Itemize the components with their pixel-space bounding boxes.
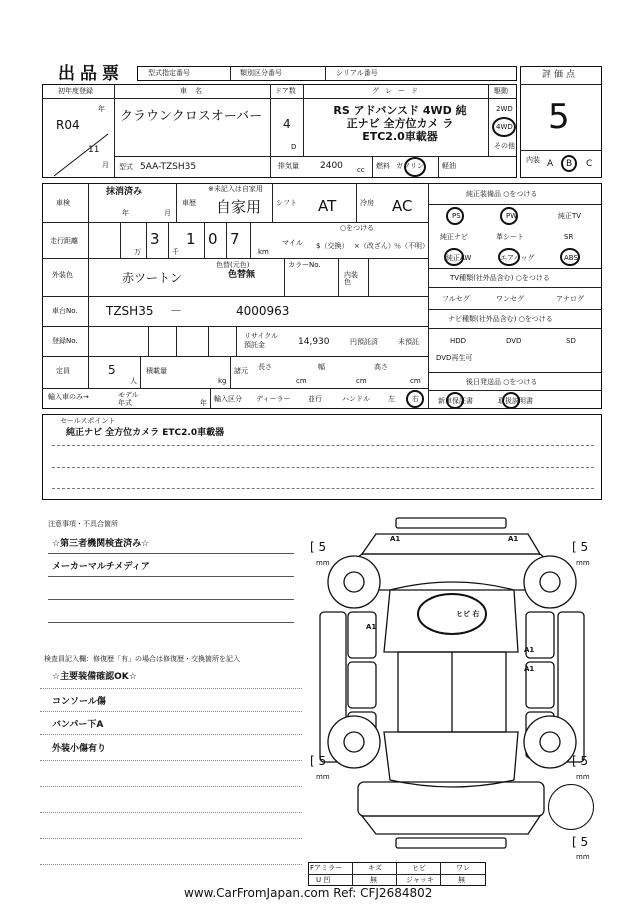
note-line-2: メーカーマルチメディア [52,562,150,572]
inspection-year-unit: 年 [122,209,129,217]
exterior-label: 外装色 [52,271,73,279]
interior-opt-b: B [566,159,573,169]
legend-r1: U 凹 [316,876,331,884]
inspection-value: 抹消済み [106,187,143,197]
interior-opt-c: C [586,159,593,169]
equip-pw: PW [506,212,518,220]
displacement-value: 2400 [320,161,343,171]
chassis-label: 車台No. [52,307,78,315]
mileage-unit-km: km [258,248,269,256]
recycle-value: 14,930 [298,337,330,347]
doors-label: ドア数 [275,87,296,95]
reg-no-label: 登録No. [52,337,78,345]
model-code: 5AA-TZSH35 [140,162,197,172]
color-no-label: カラーNo. [288,261,321,269]
fuel-circle [404,157,426,177]
legend-h4: ワレ [456,864,470,872]
bracket-fr: [ 5 [572,540,589,554]
dim-length-unit: cm [296,377,307,385]
drive-4wd-circle [492,117,516,137]
car-name-label: 車名 [180,87,210,95]
mileage-unit-man: 万 [134,248,141,256]
inspection-month-unit: 月 [164,209,171,217]
recycle-unit: 円預託済 [350,338,378,346]
bracket-rr: [ 5 [572,754,589,768]
grade-label: グレード [372,87,424,95]
equip-ps: PS [452,212,461,220]
shift-label: シフト [276,199,297,207]
fuel-label: 燃料 [376,162,390,170]
equip-sr: SR [564,233,574,241]
reg-year-suffix: 年 [98,105,105,113]
bracket-spare-unit: mm [576,853,590,861]
diagram-a1-right-1: A1 [524,646,535,654]
load-unit: kg [218,377,227,385]
mile-opt-1: $（交換） [316,242,349,250]
color-change-value: 色替無 [228,270,256,280]
load-label: 積載量 [146,367,167,375]
recycle-status: 未預託 [398,338,419,346]
ac-value: AC [392,197,413,215]
mileage-label: 走行距離 [50,237,78,245]
footer-watermark: www.CarFromJapan.com Ref: CFJ2684802 [184,886,433,900]
legend-h2: キズ [368,864,382,872]
doors-value: 4 [283,117,291,131]
handle-label: ハンドル [342,395,370,403]
handle-right-circle [406,390,424,408]
navi-dvd-play: DVD再生可 [436,354,473,362]
capacity-label: 定員 [56,367,70,375]
color-change-label: 色替(元色) [216,261,250,269]
interior-b-circle [561,155,577,172]
history-label: 車歴 [182,199,196,207]
inspector-line-3: バンパー下A [52,720,104,730]
history-note: ※未記入は自家用 [208,185,263,193]
mile-label: マイル [282,239,303,247]
bracket-fr-unit: mm [576,559,590,567]
car-name: クラウンクロスオーバー [120,109,263,124]
inspection-label: 車検 [56,199,70,207]
equip-abs-circle [560,248,580,266]
drive-label: 駆動 [494,87,508,95]
exterior-value: 赤ツートン [122,271,183,285]
equip-airbag: エアバッグ [500,254,535,262]
displacement-label: 排気量 [278,162,299,170]
dim-length-label: 長さ [258,363,272,371]
capacity-value: 5 [108,363,116,377]
diagram-glass: ヒビ 右 [456,610,480,618]
diesel-label: 軽油 [442,162,456,170]
recycle-label: リサイクル預託金 [244,332,279,349]
diagram-a1-left: A1 [366,623,377,631]
after-manual: 取扱説明書 [498,397,533,405]
sales-point-text: 純正ナビ 全方位カメラ ETC2.0車載器 [66,428,225,438]
chassis-prefix: TZSH35 [106,304,154,318]
mileage-unit-sen: 千 [172,248,179,256]
header-code-box [137,66,517,81]
navi-header: ナビ種類(社外品含む) ○をつける [448,315,553,323]
score-label: 評価点 [542,70,579,80]
doors-suffix: D [291,143,297,151]
mileage-digit-4: 7 [230,230,240,248]
equip-aw: 純正AW [446,254,472,262]
reg-slash [44,130,114,178]
drive-4wd: 4WD [496,123,513,131]
import-year-unit: 年 [200,399,207,407]
navi-dvd: DVD [506,337,522,345]
diagram-a1-right-2: A1 [524,665,535,673]
mile-opt-2: ×（改ざん） [354,242,395,250]
chassis-dash: － [170,304,183,318]
inspector-label: 検査員記入欄：修復歴「有」の場合は修復歴・交換箇所を記入 [44,655,240,663]
mile-opt-3: ％（不明） [394,242,429,250]
bracket-spare: [ 5 [572,835,589,849]
mile-circle-note: ○をつける [340,224,375,232]
dimensions-label: 諸元 [234,367,248,375]
after-manual-circle [502,392,520,409]
legend-r2: 無 [370,876,377,884]
capacity-unit: 人 [130,377,137,385]
drive-2wd: 2WD [496,105,513,113]
grade-value: RS アドバンスド 4WD 純正ナビ 全方位カメ ラ ETC2.0車載器 [333,104,467,143]
reg-month: 11 [88,145,100,155]
displacement-unit: cc [357,166,365,174]
mileage-digit-3: 0 [208,230,218,248]
equip-pw-circle [500,207,518,225]
navi-sd: SD [566,337,576,345]
diagram-a1-front-left: A1 [390,535,401,543]
tv-analog: アナログ [556,295,584,303]
legend-r4: 無 [458,876,465,884]
import-label: 輸入車のみ→ [48,393,89,401]
inspector-line-2: コンソール傷 [52,697,106,707]
bracket-fl-unit: mm [316,559,330,567]
after-warranty-circle [446,392,464,409]
mileage-digit-2: 1 [186,230,196,248]
classification-label: 類別区分番号 [240,69,282,77]
bracket-rr-unit: mm [576,773,590,781]
form-title: 出品票 [58,64,124,84]
bracket-fl: [ 5 [310,540,327,554]
interior-color-label: 内装色 [344,271,358,286]
equip-leather: 革シート [496,233,524,241]
history-value: 自家用 [216,198,262,216]
shift-value: AT [318,197,337,215]
equip-navi: 純正ナビ [440,233,468,241]
sales-point-label: セールスポイント [60,417,116,425]
model-year-label: モデル年式 [118,391,139,407]
fuel-value: ガソリン [396,162,424,170]
reg-month-suffix: 月 [102,161,109,169]
dim-height-unit: cm [410,377,421,385]
dim-width-label: 幅 [318,363,325,371]
diagram-a1-front-right: A1 [508,535,519,543]
tv-fullseg: フルセグ [442,295,470,303]
equip-abs: ABS [564,254,578,262]
import-parallel: 並行 [308,395,322,403]
inspector-line-1: ☆主要装備確認OK☆ [52,672,137,682]
note-line-1: ☆第三者機関検査済み☆ [52,539,150,549]
legend-h3: ヒビ [412,864,426,872]
first-reg-label: 初年度登録 [58,87,93,95]
equipment-header: 純正装備品 ○をつける [466,190,538,198]
notes-label: 注意事項・不具合箇所 [48,520,118,528]
legend-r3: ジャッキ [406,876,434,884]
equip-ps-circle [446,207,464,225]
equip-airbag-circle [498,248,520,266]
import-dealer: ディーラー [256,395,291,403]
model-label: 型式 [119,163,133,171]
handle-right: 右 [412,395,419,403]
equip-aw-circle [444,248,464,266]
equip-tv: 純正TV [558,212,582,220]
interior-label: 内装 [526,156,540,164]
dim-height-label: 高さ [374,363,388,371]
dim-width-unit: cm [356,377,367,385]
score-value: 5 [548,97,570,137]
tv-oneseg: ワンセグ [496,295,524,303]
after-warranty: 新車保証書 [438,397,473,405]
inspector-line-4: 外装小傷有り [52,744,107,754]
drive-other: その他 [494,142,515,150]
navi-hdd: HDD [450,337,467,345]
serial-label: シリアル番号 [336,69,378,77]
interior-opt-a: A [547,159,554,169]
mileage-digit-1: 3 [150,230,160,248]
import-div-label: 輸入区分 [214,395,242,403]
bracket-rl: [ 5 [310,754,327,768]
after-header: 後日発送品 ○をつける [466,378,538,386]
type-approval-label: 型式指定番号 [148,69,190,77]
bracket-rl-unit: mm [316,773,330,781]
spare-tire-icon [548,784,594,830]
tv-header: TV種類(社外品含む) ○をつける [450,274,550,282]
handle-left: 左 [388,395,395,403]
legend-h1: Fアミラー [310,864,343,872]
ac-label: 冷房 [360,199,374,207]
reg-year: R04 [56,118,80,132]
chassis-number: 4000963 [236,304,290,318]
